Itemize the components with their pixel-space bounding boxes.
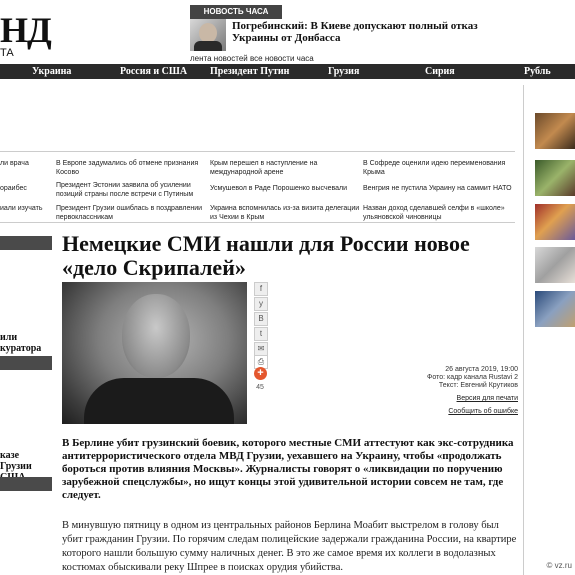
top-news-item[interactable]: Украина вспомнилась из-за визита делегации из Чехии в Крым bbox=[210, 205, 360, 221]
top-news-item[interactable]: В Софреде оценили идею переименования Крыма bbox=[363, 160, 506, 176]
facebook-share-icon[interactable]: f bbox=[254, 282, 268, 296]
site-logo[interactable]: НД bbox=[0, 10, 51, 50]
side-thumbnail[interactable] bbox=[535, 291, 575, 327]
top-news-item[interactable]: Усмушевол в Раде Порошенко высчевали bbox=[210, 185, 348, 192]
article-date: 26 августа 2019, 19:00 bbox=[445, 366, 518, 373]
telegram-share-icon[interactable]: t bbox=[254, 327, 268, 341]
top-news-bottom-divider bbox=[0, 222, 515, 223]
top-news-divider bbox=[0, 151, 515, 152]
report-error-link[interactable]: Сообщить об ошибке bbox=[448, 408, 518, 415]
news-feed-link[interactable]: лента новостей bbox=[190, 54, 248, 63]
top-news-item[interactable]: Президент Эстонии заявила об усилении позиций страны после встречи с Путиным bbox=[56, 182, 194, 198]
left-section-bar bbox=[0, 356, 52, 370]
article-photo bbox=[62, 282, 247, 424]
side-thumbnail[interactable] bbox=[535, 160, 575, 196]
all-news-link[interactable]: все новости часа bbox=[250, 54, 314, 63]
nav-item-russia-usa[interactable]: Россия и США bbox=[120, 66, 188, 77]
left-section-bar bbox=[0, 236, 52, 250]
top-news-item[interactable]: ли врача bbox=[0, 160, 29, 167]
share-count: 45 bbox=[256, 384, 264, 391]
more-share-icon[interactable]: + bbox=[254, 367, 267, 380]
left-section-bar bbox=[0, 477, 52, 491]
side-thumbnail[interactable] bbox=[535, 247, 575, 283]
side-thumbnail[interactable] bbox=[535, 204, 575, 240]
nav-item-putin[interactable]: Президент Путин bbox=[210, 66, 290, 77]
top-news-item[interactable]: Назван доход сделавшей селфи в «школе» ульяновской чиновницы bbox=[363, 205, 505, 221]
twitter-share-icon[interactable]: y bbox=[254, 297, 268, 311]
nav-item-syria[interactable]: Сирия bbox=[425, 66, 455, 77]
news-hour-thumbnail[interactable] bbox=[190, 19, 226, 51]
right-column-divider bbox=[523, 85, 524, 575]
article-title: Немецкие СМИ нашли для России новое «дело Скрипалей» bbox=[62, 231, 470, 280]
print-version-link[interactable]: Версия для печати bbox=[456, 395, 518, 402]
news-hour-label: НОВОСТЬ ЧАСА bbox=[190, 5, 282, 19]
article-paragraph: В минувшую пятницу в одном из центральных районов Берлина Моабит выстрелом в голову был убит гражданин Грузии. По горячим следам полицейские задержали гражданина России, на квартире которого нашли большую сумму наличных денег. В это же самое время их коллеги в водолазных костюмах обыскивали реку Шпрее в поисках орудия убийства. bbox=[62, 520, 517, 573]
nav-item-ukraine[interactable]: Украина bbox=[32, 66, 72, 77]
top-news-item[interactable]: Венгрия не пустила Украину на саммит НАТО bbox=[363, 185, 512, 192]
news-hour-headline[interactable]: Погребинский: В Киеве допускают полный отказ Украины от Донбасса bbox=[232, 20, 478, 44]
side-thumbnail[interactable] bbox=[535, 113, 575, 149]
article-lead: В Берлине убит грузинский боевик, которого местные СМИ аттестуют как экс-сотрудника антитеррористического отдела МВД Грузии, уехавшего на Украину, чтобы «продолжать бороться против влияния Москвы». Журналисты говорят о «ликвидации по поручению зарубежной спецслужбы», но ищут концы этой удивительной истории совсем не там, где следует. bbox=[62, 437, 514, 501]
top-news-item[interactable]: ораибес bbox=[0, 185, 27, 192]
logo-subtitle: ТА bbox=[0, 47, 14, 59]
article-author[interactable]: Текст: Евгений Крутиков bbox=[438, 382, 518, 389]
main-navbar bbox=[0, 64, 575, 79]
vk-share-icon[interactable]: B bbox=[254, 312, 268, 326]
left-teaser[interactable]: или куратора bbox=[0, 332, 42, 354]
top-news-item[interactable]: Крым перешел в наступление на международной арене bbox=[210, 160, 318, 176]
print-icon[interactable]: ⎙ bbox=[254, 355, 268, 369]
nav-item-georgia[interactable]: Грузия bbox=[328, 66, 360, 77]
email-share-icon[interactable]: ✉ bbox=[254, 342, 268, 356]
top-news-item[interactable]: Президент Грузии ошиблась в поздравлении первоклассникам bbox=[56, 205, 203, 221]
top-news-item[interactable]: В Европе задумались об отмене признания Косово bbox=[56, 160, 199, 176]
photo-credit: Фото: кадр канала Rustavi 2 bbox=[427, 374, 518, 381]
watermark: © vz.ru bbox=[546, 561, 572, 570]
left-teaser[interactable]: казе Грузии bbox=[0, 450, 32, 472]
top-news-item[interactable]: иали изучать bbox=[0, 205, 43, 212]
nav-item-ruble[interactable]: Рубль bbox=[524, 66, 551, 77]
